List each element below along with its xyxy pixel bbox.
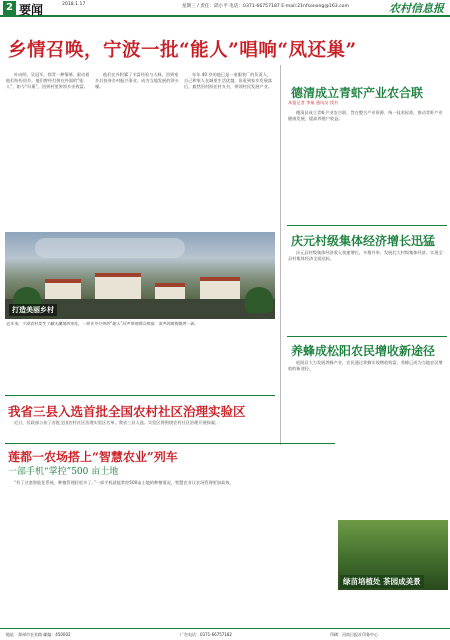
- editor-line: 星期三 / 责任：邱小平 电话：0371-66757187 E-mail:21nfsonong@163.com: [182, 4, 349, 9]
- photo-tree: [245, 287, 273, 313]
- right-top-byline: 本报记者 李福 通讯员 钱书: [288, 100, 339, 105]
- right-low-headline: 养蜂成松阳农民增收新途径: [291, 344, 436, 358]
- paper-name: 农村信息报: [389, 2, 444, 15]
- lead-col1-text: 叶向明，吴冠军，徐青一种情绪，驱动着他们纷纷回乡。他们曾经打拼在外面的“能人”，如今“归巢”，回到村里带领乡亲致富。: [6, 72, 90, 89]
- section-rule: [287, 225, 447, 226]
- footer-printer: 印刷：河南日报社印务中心: [330, 632, 378, 637]
- masthead: [0, 0, 450, 17]
- mid-body: [6, 420, 276, 438]
- mid-headline: 我省三县入选首批全国农村社区治理实验区: [8, 404, 246, 419]
- lead-column-3: [184, 72, 274, 229]
- column-divider: [280, 65, 281, 445]
- right-mid-text: 庆元县村级集体经济收入快速增长，多措并举，发展壮大村级集体经济，实现全县村集体经济全面达标。: [288, 250, 443, 261]
- bottom-text: “有了这套智能化系统，种植管理轻松多了。”一部手机就能掌控500亩土地的种植情况，智慧农业让农场管理更加高效。: [14, 480, 234, 485]
- section-rule: [287, 336, 447, 337]
- section-rule: [5, 395, 275, 396]
- lead-col3-text: 年年 40 岁的他已是一家服装厂的负责人，自己和家人在城里生活优越，但看到家乡发展落后，毅然回村担任村支书，带领村民发展产业。: [184, 72, 272, 89]
- tea-photo-tag: 绿苗培植处 茶园成美景: [340, 575, 424, 588]
- lead-photo: [5, 232, 275, 319]
- lead-headline: [8, 36, 357, 62]
- lead-photo-caption: 近年来，宁波农村发生了翻天覆地的变化，一批在外打拼的“能人”回乡带领群众致富，家乡的面貌焕然一新。: [6, 321, 199, 326]
- lead-photo-tag: 打造美丽乡村: [9, 304, 57, 316]
- lead-column-1: [6, 72, 91, 229]
- right-top-body: [288, 110, 446, 218]
- right-low-text: 松阳县大力发展养蜂产业，农民通过养蜂实现增收致富，养蜂已成为当地农民增收的新途径。: [288, 360, 443, 371]
- footer: [0, 628, 450, 640]
- lead-col2-text: 他们在外积累了丰富经验与人脉，回到家乡后投身乡村振兴事业，成为当地发展的领头雁。: [95, 72, 179, 89]
- lead-headline-b: “能人”: [179, 40, 240, 61]
- lead-headline-a: 乡情召唤，宁波一批: [8, 40, 180, 61]
- page-number: 2: [3, 1, 16, 15]
- right-top-headline: 德清成立青虾产业农合联: [291, 86, 424, 100]
- lead-column-2: [95, 72, 180, 229]
- photo-cloud: [35, 238, 185, 258]
- tea-garden-photo: [338, 520, 448, 590]
- bottom-subhead: 一部手机“掌控”500 亩土地: [8, 467, 119, 477]
- footer-ad-phone: 广告电话：0371-66757182: [180, 632, 232, 637]
- section-name: 要闻: [19, 3, 44, 17]
- right-mid-headline: 庆元村级集体经济增长迅猛: [291, 234, 436, 248]
- footer-address: 地址：郑州市农业路 邮编：450002: [6, 632, 71, 637]
- bottom-body: [6, 480, 331, 624]
- section-rule: [5, 443, 335, 444]
- bottom-headline: 莲都一农场搭上“智慧农业”列车: [8, 450, 178, 464]
- right-top-text: 德清县成立青虾产业农合联，旨在整合产业资源、统一技术标准，推动青虾产业健康发展，提高养殖户收益。: [288, 110, 443, 121]
- mid-text: 近日，民政部公布了首批全国农村社区治理实验区名单，我省三县入选。实验区将围绕农村社区治理开展探索。: [14, 420, 220, 425]
- date-line: 2018.1.17: [62, 2, 86, 7]
- right-mid-body: [288, 250, 446, 330]
- lead-headline-c: 唱响“凤还巢”: [239, 40, 357, 61]
